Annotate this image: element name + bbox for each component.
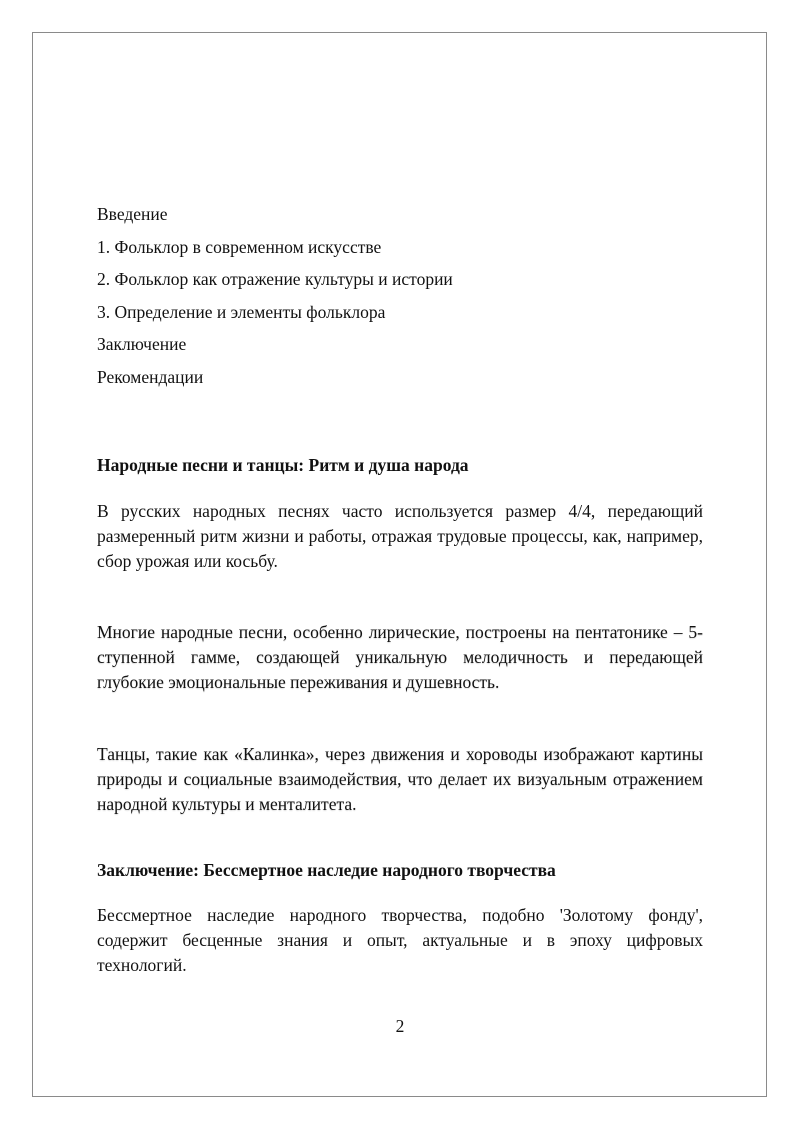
toc-item-introduction: Введение <box>97 204 168 224</box>
paragraph-pentatonic: Многие народные песни, особенно лирические, построены на пентатонике – 5-ступенной гамме, создающей уникальную мелодичность и передающей глубокие эмоциональные переживания и душевность. <box>97 622 703 692</box>
paragraph-heritage: Бессмертное наследие народного творчества, подобно 'Золотому фонду', содержит бесценные знания и опыт, актуальные и в эпоху цифровых технологий. <box>97 905 703 975</box>
paragraph-dances: Танцы, такие как «Калинка», через движения и хороводы изображают картины природы и социальные взаимодействия, что делает их визуальным отражением народной культуры и менталитета. <box>97 744 703 814</box>
table-of-contents <box>97 198 703 393</box>
page-content <box>97 198 703 978</box>
toc-item-recommendations: Рекомендации <box>97 366 204 387</box>
page-number: 2 <box>395 1016 405 1036</box>
toc-item-1: 1. Фольклор в современном искусстве <box>97 236 382 257</box>
toc-item-2: 2. Фольклор как отражение культуры и истории <box>97 269 453 289</box>
toc-item-3: 3. Определение и элементы фольклора <box>97 301 386 322</box>
toc-item-conclusion: Заключение <box>97 334 187 354</box>
section-heading-songs-dances: Народные песни и танцы: Ритм и душа народа <box>97 455 469 475</box>
section-heading-conclusion: Заключение: Бессмертное наследие народного творчества <box>97 860 556 880</box>
paragraph-rhythm: В русских народных песнях часто используется размер 4/4, передающий размеренный ритм жизни и работы, отражая трудовые процессы, как, например, сбор урожая или косьбу. <box>97 501 703 571</box>
